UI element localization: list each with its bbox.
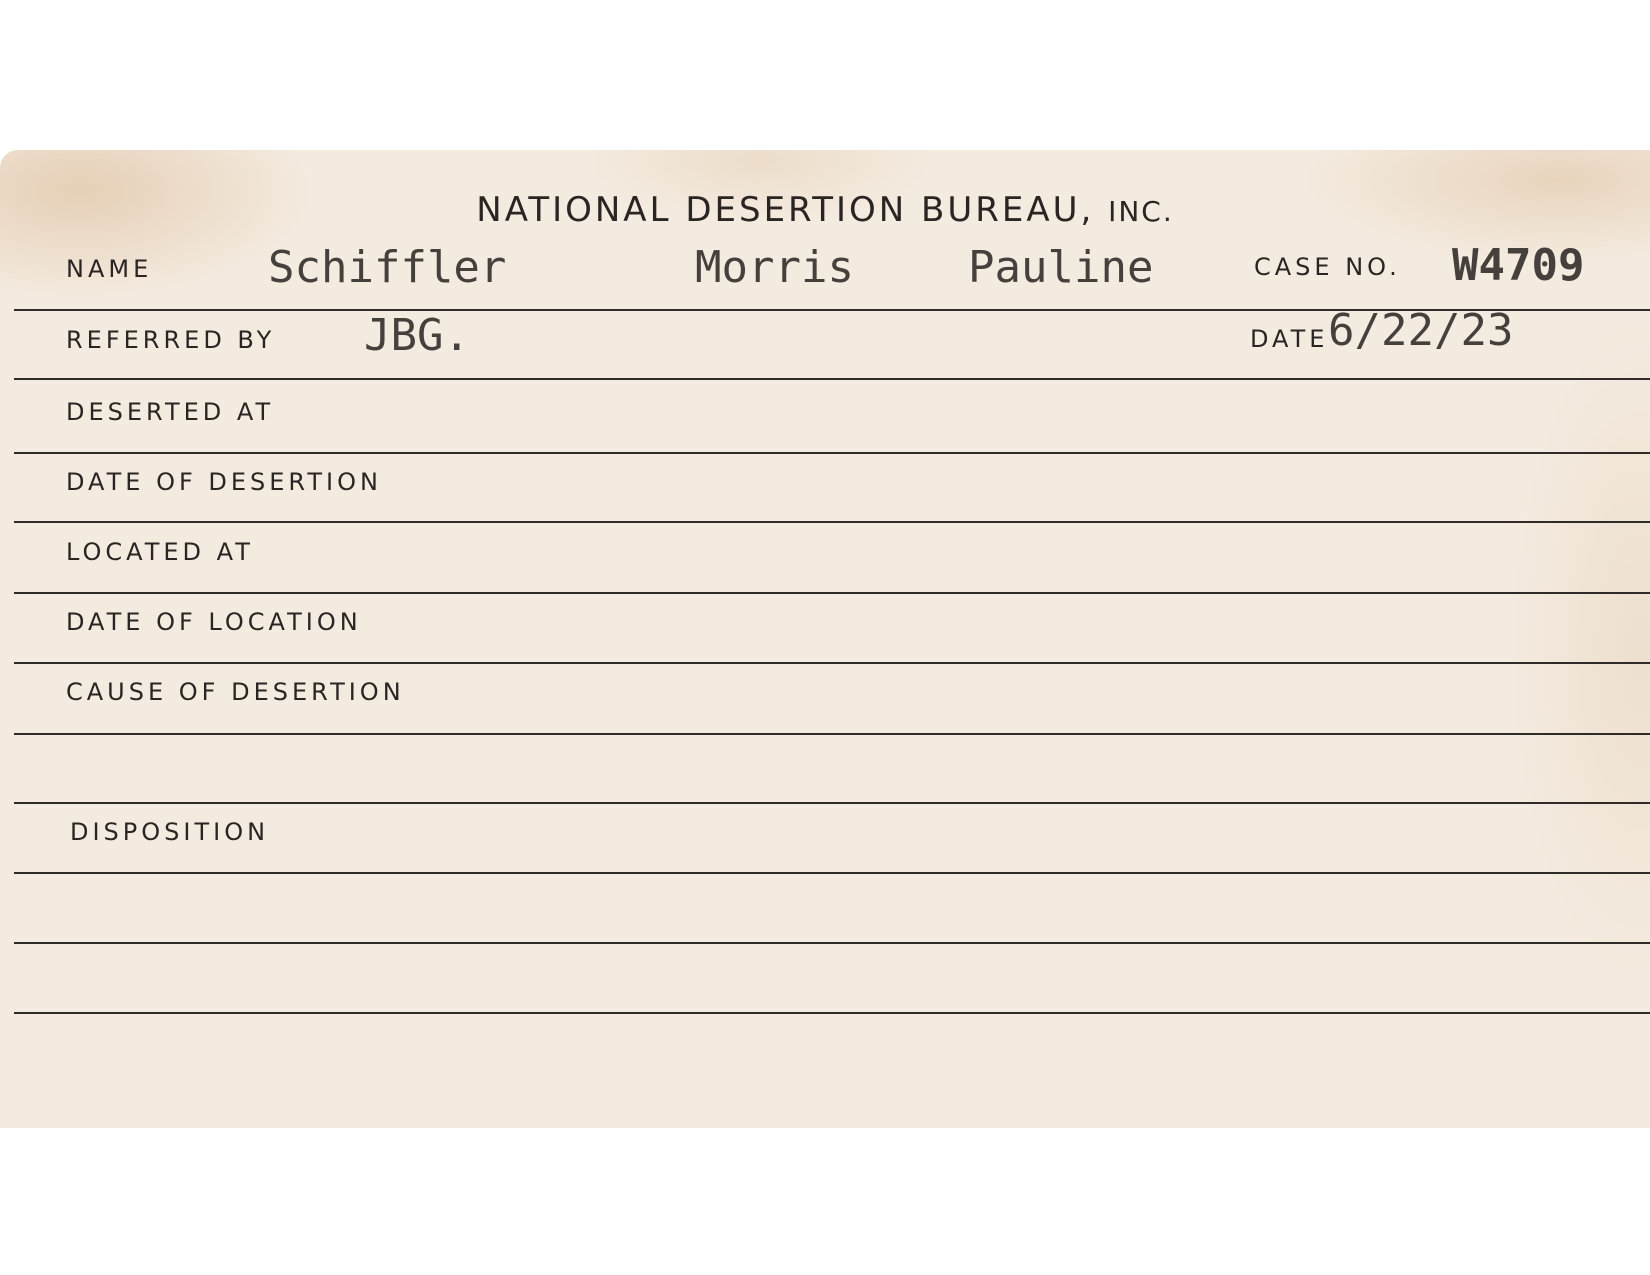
referred-by-value: JBG. — [364, 310, 470, 361]
located-at-rule — [14, 592, 1650, 594]
located-at-label: LOCATED AT — [66, 538, 254, 566]
name-first-value: Morris — [695, 242, 854, 293]
disposition-rule — [14, 872, 1650, 874]
disposition-extra-rule-1 — [14, 942, 1650, 944]
card-title-main: NATIONAL DESERTION BUREAU, — [476, 190, 1095, 230]
referred-by-label: REFERRED BY — [66, 326, 276, 354]
cause-extra-rule — [14, 802, 1650, 804]
case-no-label: CASE NO. — [1254, 253, 1401, 281]
case-no-value: W4709 — [1452, 240, 1585, 291]
referred-by-rule — [14, 378, 1650, 380]
deserted-at-label: DESERTED AT — [66, 398, 275, 426]
date-of-desertion-label: DATE OF DESERTION — [66, 468, 382, 496]
date-of-desertion-rule — [14, 521, 1650, 523]
cause-of-desertion-label: CAUSE OF DESERTION — [66, 678, 405, 706]
deserted-at-rule — [14, 452, 1650, 454]
name-other-value: Pauline — [968, 242, 1154, 293]
date-of-location-rule — [14, 662, 1650, 664]
index-card — [0, 150, 1650, 1128]
card-title-inc: INC. — [1108, 195, 1174, 228]
name-last-value: Schiffler — [268, 242, 507, 293]
disposition-label: DISPOSITION — [70, 818, 270, 846]
date-of-location-label: DATE OF LOCATION — [66, 608, 362, 636]
disposition-extra-rule-2 — [14, 1012, 1650, 1014]
date-value: 6/22/23 — [1328, 305, 1514, 356]
cause-of-desertion-rule — [14, 733, 1650, 735]
name-label: NAME — [66, 255, 153, 283]
date-label: DATE — [1250, 325, 1329, 353]
card-title — [0, 190, 1650, 230]
